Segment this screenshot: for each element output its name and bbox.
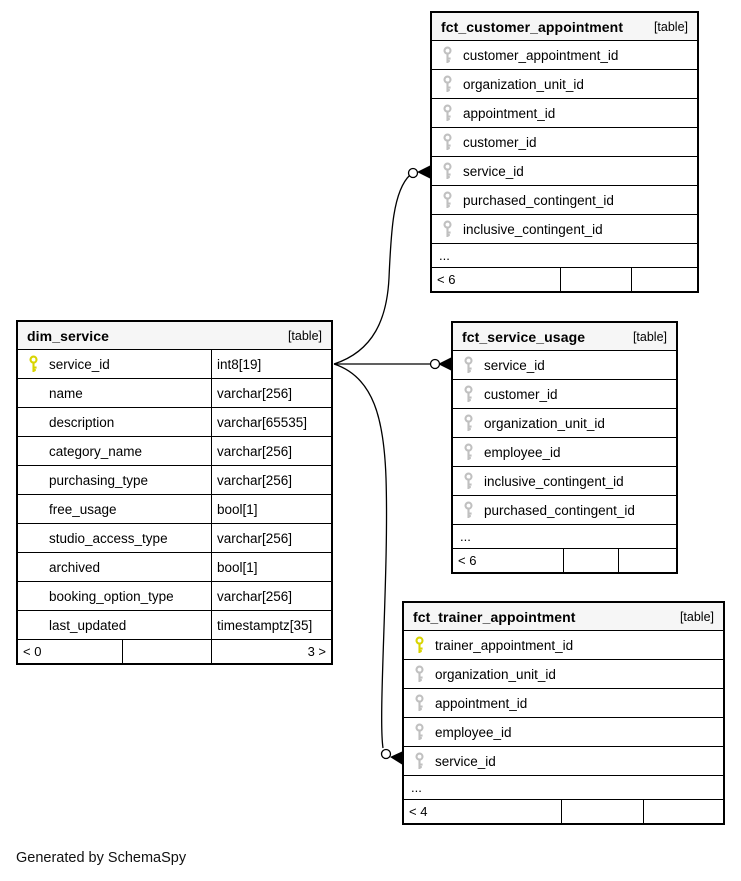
table-footer: [18, 639, 331, 663]
footer-left-cell: < 6: [458, 553, 477, 568]
primary-key-icon: [18, 355, 49, 374]
column-name: customer_appointment_id: [463, 47, 619, 63]
column-row: [18, 552, 331, 581]
crowsfoot-arrow-icon: [438, 358, 451, 371]
column-name: archived: [49, 559, 101, 575]
truncated-columns-row: ...: [432, 243, 697, 267]
column-name: purchasing_type: [49, 472, 149, 488]
column-type: bool[1]: [211, 495, 331, 523]
zero-or-many-circle-icon: [382, 750, 391, 759]
table-footer: [404, 799, 723, 823]
column-row: [432, 127, 697, 156]
column-name: service_id: [463, 163, 524, 179]
foreign-key-icon: [404, 694, 435, 713]
column-row: [453, 437, 676, 466]
zero-or-many-circle-icon: [409, 169, 418, 178]
table-dim-service[interactable]: [16, 320, 333, 665]
foreign-key-icon: [432, 46, 463, 65]
foreign-key-icon: [404, 665, 435, 684]
column-row: [432, 185, 697, 214]
table-fct-service-usage[interactable]: [451, 321, 678, 574]
footer-left-cell: < 0: [23, 644, 42, 659]
column-name: trainer_appointment_id: [435, 637, 574, 653]
column-row: [453, 379, 676, 408]
table-footer: [432, 267, 697, 291]
column-name: customer_id: [463, 134, 537, 150]
column-type: varchar[256]: [211, 582, 331, 610]
column-row: [18, 523, 331, 552]
column-row: [404, 688, 723, 717]
footer-left-cell: < 4: [409, 804, 428, 819]
column-row: [404, 630, 723, 659]
table-fct-customer-appointment[interactable]: [430, 11, 699, 293]
relationship-connector-trainer-appointment: [334, 364, 402, 765]
relationship-connector-service-usage: [334, 358, 451, 371]
footer-mid-cell: [122, 640, 211, 663]
foreign-key-icon: [432, 220, 463, 239]
footer-right-cell: [618, 549, 676, 572]
foreign-key-icon: [453, 356, 484, 375]
column-type: varchar[256]: [211, 437, 331, 465]
column-name: employee_id: [484, 444, 561, 460]
footer-mid-cell: [561, 800, 643, 823]
foreign-key-icon: [432, 191, 463, 210]
table-title: fct_service_usage: [462, 328, 586, 345]
footer-mid-cell: [563, 549, 618, 572]
column-name: free_usage: [49, 501, 117, 517]
footer-right-cell: 3 >: [211, 640, 331, 663]
table-type-badge: [table]: [632, 329, 667, 344]
table-header[interactable]: [453, 323, 676, 350]
column-row: [432, 40, 697, 69]
footer-right-cell: [643, 800, 723, 823]
foreign-key-icon: [432, 133, 463, 152]
column-name: name: [49, 385, 83, 401]
column-row: [18, 494, 331, 523]
column-row: [18, 349, 331, 378]
table-title: fct_customer_appointment: [441, 18, 624, 35]
foreign-key-icon: [453, 443, 484, 462]
relationship-connector-customer-appointment: [334, 166, 430, 365]
column-row: [453, 350, 676, 379]
foreign-key-icon: [404, 723, 435, 742]
column-type: varchar[65535]: [211, 408, 331, 436]
zero-or-many-circle-icon: [431, 360, 440, 369]
column-row: [18, 610, 331, 639]
column-row: [404, 717, 723, 746]
column-name: category_name: [49, 443, 143, 459]
column-row: [18, 581, 331, 610]
column-row: [432, 156, 697, 185]
footer-mid-cell: [560, 268, 631, 291]
column-name: organization_unit_id: [484, 415, 605, 431]
table-type-badge: [table]: [653, 19, 688, 34]
column-name: appointment_id: [435, 695, 528, 711]
foreign-key-icon: [453, 414, 484, 433]
column-row: [404, 659, 723, 688]
truncated-columns-row: ...: [453, 524, 676, 548]
column-name: service_id: [49, 356, 110, 372]
column-name: employee_id: [435, 724, 512, 740]
column-name: organization_unit_id: [463, 76, 584, 92]
footer-left-cell: < 6: [437, 272, 456, 287]
column-name: inclusive_contingent_id: [463, 221, 603, 237]
footer-right-cell: [631, 268, 697, 291]
column-name: appointment_id: [463, 105, 556, 121]
column-name: description: [49, 414, 115, 430]
foreign-key-icon: [432, 104, 463, 123]
column-row: [18, 378, 331, 407]
column-name: service_id: [435, 753, 496, 769]
table-footer: [453, 548, 676, 572]
truncated-columns-row: ...: [404, 775, 723, 799]
column-name: inclusive_contingent_id: [484, 473, 624, 489]
table-title: dim_service: [27, 327, 110, 344]
column-type: varchar[256]: [211, 466, 331, 494]
table-type-badge: [table]: [679, 609, 714, 624]
column-row: [18, 465, 331, 494]
column-row: [432, 214, 697, 243]
crowsfoot-arrow-icon: [417, 166, 430, 179]
column-row: [18, 436, 331, 465]
column-row: [453, 495, 676, 524]
column-type: timestamptz[35]: [211, 611, 331, 639]
column-name: organization_unit_id: [435, 666, 556, 682]
foreign-key-icon: [404, 752, 435, 771]
column-type: varchar[256]: [211, 379, 331, 407]
column-type: int8[19]: [211, 350, 331, 378]
table-header[interactable]: [18, 322, 331, 349]
table-type-badge: [table]: [287, 328, 322, 343]
generated-by-caption: Generated by SchemaSpy: [16, 850, 187, 866]
column-row: [453, 408, 676, 437]
table-title: fct_trainer_appointment: [413, 608, 576, 625]
primary-key-icon: [404, 636, 435, 655]
column-name: purchased_contingent_id: [463, 192, 614, 208]
column-type: varchar[256]: [211, 524, 331, 552]
column-row: [18, 407, 331, 436]
table-fct-trainer-appointment[interactable]: [402, 601, 725, 825]
column-row: [453, 466, 676, 495]
column-name: studio_access_type: [49, 530, 168, 546]
column-name: purchased_contingent_id: [484, 502, 635, 518]
foreign-key-icon: [453, 501, 484, 520]
column-name: customer_id: [484, 386, 558, 402]
column-name: last_updated: [49, 617, 127, 633]
column-row: [432, 98, 697, 127]
column-row: [404, 746, 723, 775]
foreign-key-icon: [432, 162, 463, 181]
foreign-key-icon: [453, 472, 484, 491]
column-row: [432, 69, 697, 98]
crowsfoot-arrow-icon: [390, 752, 402, 765]
column-type: bool[1]: [211, 553, 331, 581]
foreign-key-icon: [453, 385, 484, 404]
table-header[interactable]: [404, 603, 723, 630]
column-name: booking_option_type: [49, 588, 174, 604]
column-name: service_id: [484, 357, 545, 373]
table-header[interactable]: [432, 13, 697, 40]
foreign-key-icon: [432, 75, 463, 94]
